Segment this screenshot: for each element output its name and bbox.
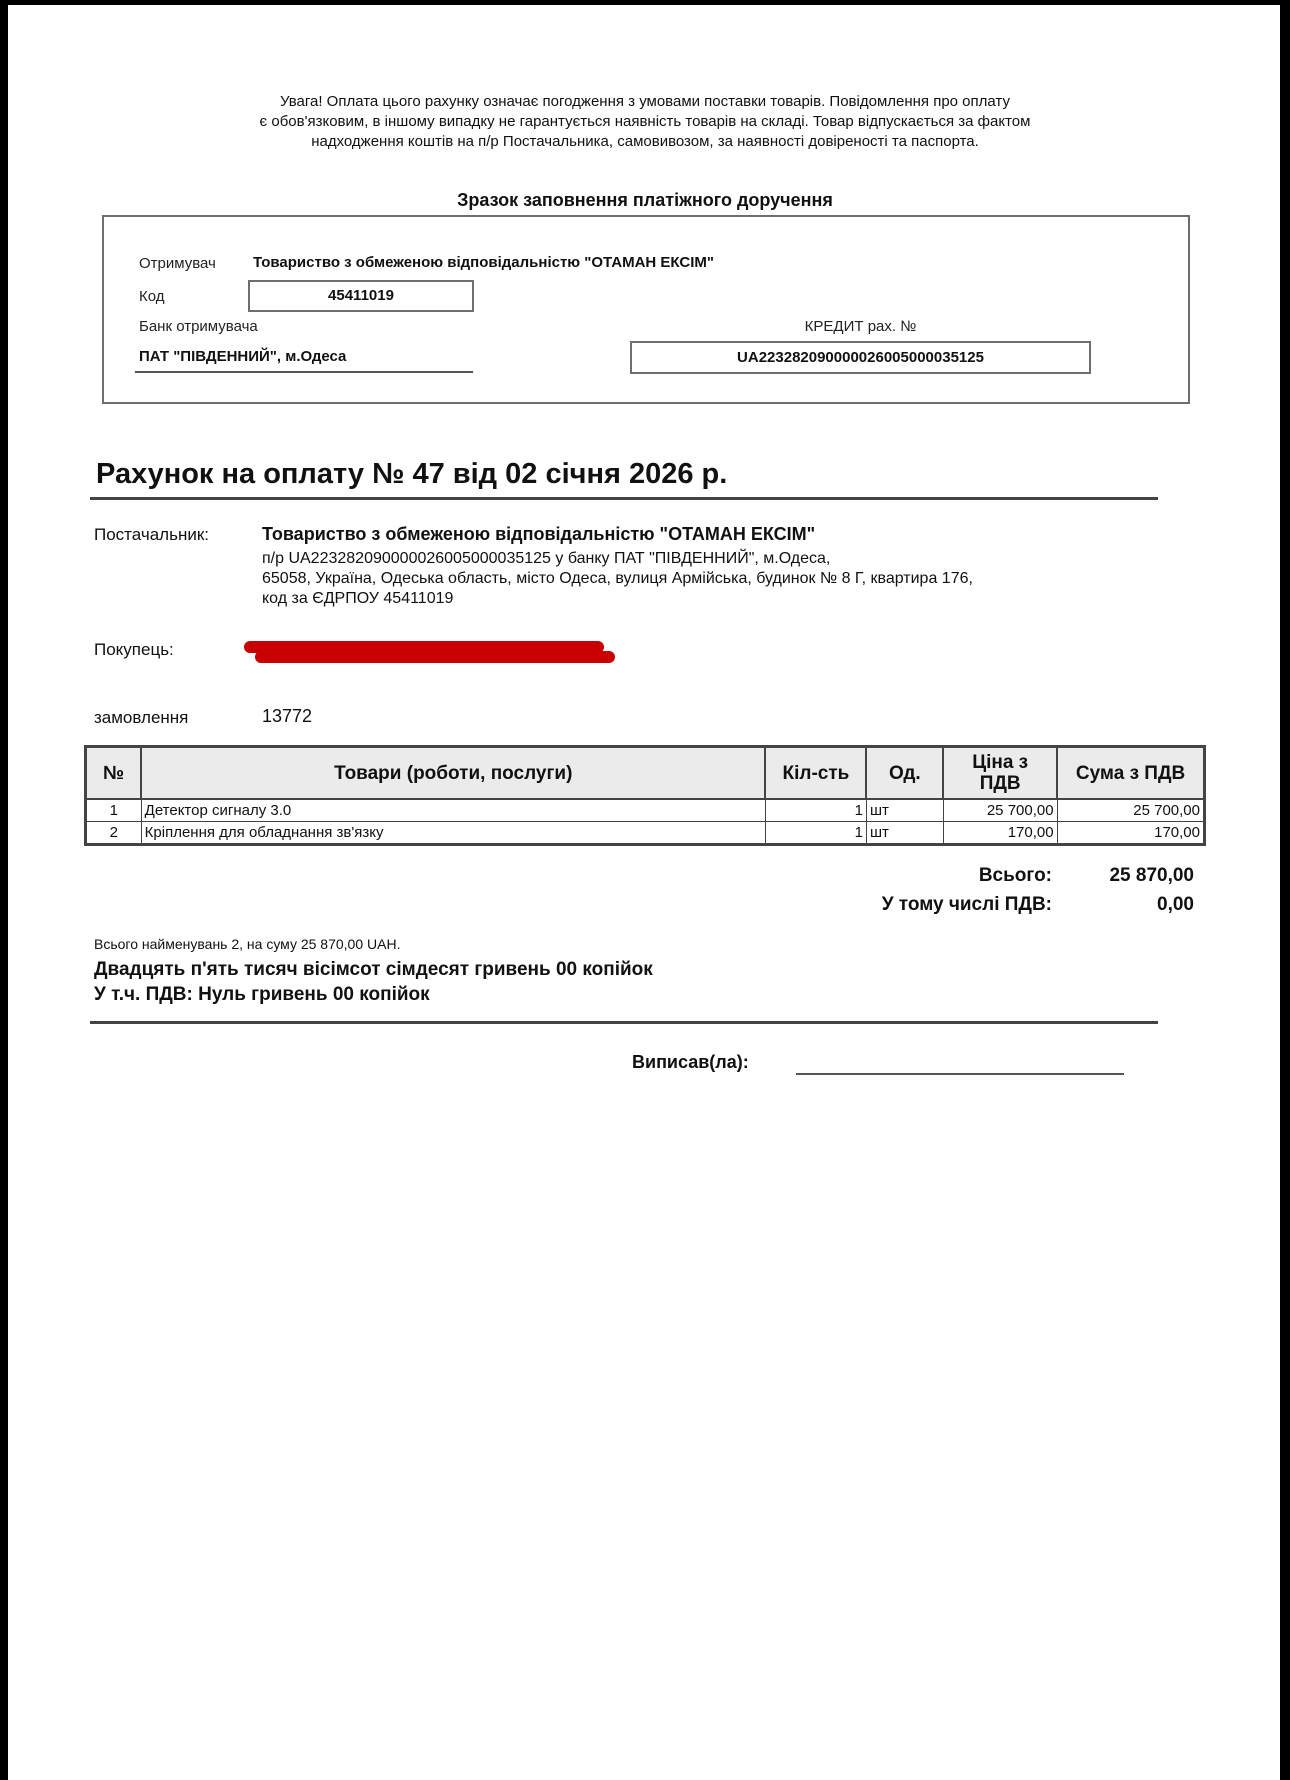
row-description: Детектор сигналу 3.0 (141, 799, 765, 822)
row-price: 25 700,00 (943, 799, 1057, 822)
header-quantity: Кіл-сть (765, 747, 866, 800)
header-price (943, 747, 1057, 800)
credit-account-value: UA223282090000026005000035125 (630, 341, 1091, 374)
row-quantity: 1 (765, 822, 866, 845)
row-sum: 170,00 (1057, 822, 1204, 845)
row-quantity: 1 (765, 799, 866, 822)
header-sum: Сума з ПДВ (1057, 747, 1204, 800)
row-unit: шт (866, 799, 943, 822)
vat-label: У тому числі ПДВ: (881, 894, 1052, 915)
items-table (84, 745, 1206, 846)
bank-value: ПАТ "ПІВДЕННИЙ", м.Одеса (139, 348, 347, 365)
notice-line: Увага! Оплата цього рахунку означає погодження з умовами поставки товарів. Повідомлення про оплату (280, 93, 1010, 110)
payment-notice (0, 92, 1290, 152)
notice-line: є обов'язковим, в іншому випадку не гарантується наявність товарів на складі. Товар відпускається за фактом (259, 113, 1031, 130)
supplier-address: 65058, Україна, Одеська область, місто Одеса, вулиця Армійська, будинок № 8 Г, квартира 176, (262, 570, 973, 587)
row-sum: 25 700,00 (1057, 799, 1204, 822)
signature-line (796, 1073, 1124, 1075)
header-no: № (86, 747, 142, 800)
notice-line: надходження коштів на п/р Постачальника, самовивозом, за наявності довіреності та паспорта. (311, 133, 979, 150)
order-label: замовлення (94, 708, 189, 727)
table-header-row (86, 747, 1205, 800)
row-price: 170,00 (943, 822, 1057, 845)
row-description: Кріплення для обладнання зв'язку (141, 822, 765, 845)
code-label: Код (139, 288, 165, 305)
code-value: 45411019 (248, 280, 474, 312)
supplier-account: п/р UA223282090000026005000035125 у банку ПАТ "ПІВДЕННИЙ", м.Одеса, (262, 550, 831, 567)
amount-in-words: Двадцять п'ять тисяч вісімсот сімдесят гривень 00 копійок (94, 959, 653, 980)
bank-underline (135, 371, 473, 373)
table-row (86, 822, 1205, 845)
header-description: Товари (роботи, послуги) (141, 747, 765, 800)
header-price-line2: ПДВ (979, 773, 1021, 794)
row-no: 2 (86, 822, 142, 845)
bank-label: Банк отримувача (139, 318, 258, 335)
header-unit: Од. (866, 747, 943, 800)
total-value: 25 870,00 (1109, 865, 1194, 886)
credit-account-label: КРЕДИТ рах. № (804, 318, 917, 335)
title-divider (90, 497, 1158, 500)
vat-value: 0,00 (1157, 894, 1194, 915)
row-no: 1 (86, 799, 142, 822)
items-count-summary: Всього найменувань 2, на суму 25 870,00 UAH. (94, 936, 401, 952)
invoice-title: Рахунок на оплату № 47 від 02 січня 2026 р. (96, 458, 728, 490)
recipient-label: Отримувач (139, 255, 216, 272)
vat-in-words: У т.ч. ПДВ: Нуль гривень 00 копійок (94, 984, 430, 1005)
total-label: Всього: (978, 865, 1052, 886)
payment-sample-title: Зразок заповнення платіжного доручення (457, 190, 833, 210)
recipient-name: Товариство з обмеженою відповідальністю "ОТАМАН ЕКСІМ" (253, 254, 715, 271)
header-price-line1: Ціна з (972, 752, 1029, 773)
supplier-label: Постачальник: (94, 525, 209, 544)
supplier-name: Товариство з обмеженою відповідальністю "ОТАМАН ЕКСІМ" (262, 524, 816, 544)
table-row (86, 799, 1205, 822)
supplier-edrpou: код за ЄДРПОУ 45411019 (262, 590, 454, 607)
row-unit: шт (866, 822, 943, 845)
buyer-label: Покупець: (94, 640, 174, 659)
buyer-redaction (255, 651, 615, 663)
order-number: 13772 (262, 706, 313, 726)
issued-by-label: Виписав(ла): (632, 1052, 749, 1072)
bottom-divider (90, 1021, 1158, 1024)
